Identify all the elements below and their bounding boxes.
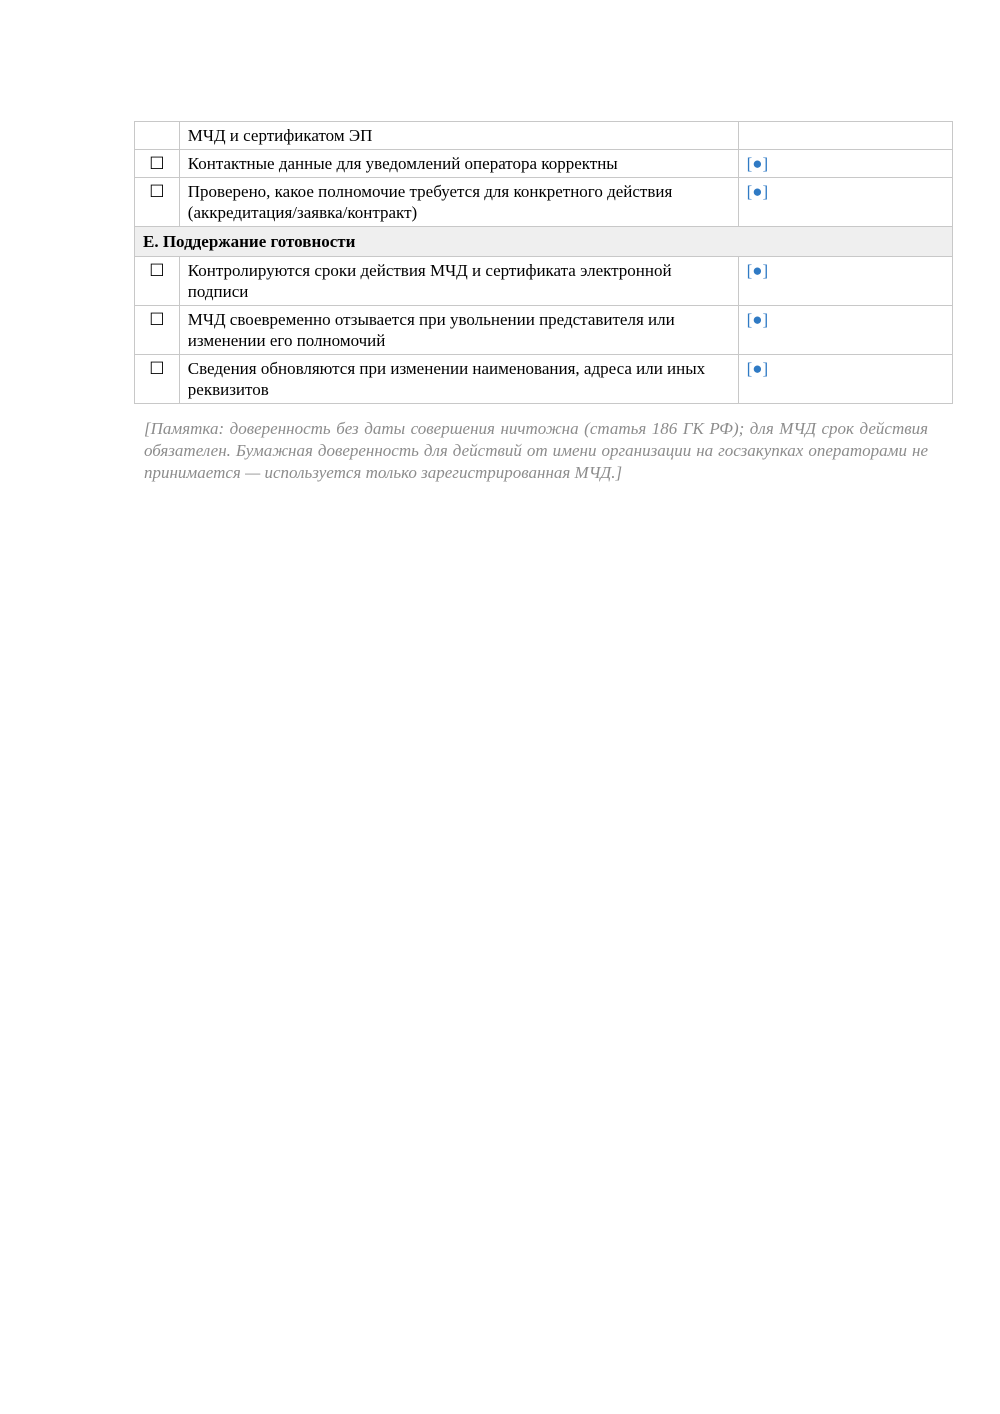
section-title: Е. Поддержание готовности (135, 227, 953, 257)
footnote-memo: [Памятка: доверенность без даты совершения ничтожна (статья 186 ГК РФ); для МЧД срок действия обязателен. Бумажная доверенность для действий от имени организации на госзакупках операторами не принимается — используется только зарегистрированная МЧД.] (144, 419, 928, 482)
checklist-table (134, 121, 953, 404)
table-row (135, 306, 953, 355)
checkbox[interactable]: ☐ (135, 178, 180, 227)
checkbox[interactable]: ☐ (135, 355, 180, 404)
checkbox[interactable]: ☐ (135, 150, 180, 178)
table-row (135, 150, 953, 178)
placeholder-note: [●] (738, 150, 952, 178)
placeholder-note: [●] (738, 178, 952, 227)
placeholder-note: [●] (738, 306, 952, 355)
placeholder-note (738, 122, 952, 150)
checkbox[interactable]: ☐ (135, 257, 180, 306)
table-row (135, 122, 953, 150)
item-text: Контактные данные для уведомлений оператора корректны (179, 150, 738, 178)
table-row (135, 178, 953, 227)
table-row (135, 257, 953, 306)
item-text: Сведения обновляются при изменении наименования, адреса или иных реквизитов (179, 355, 738, 404)
checkbox (135, 122, 180, 150)
checkbox[interactable]: ☐ (135, 306, 180, 355)
item-text: Контролируются сроки действия МЧД и сертификата электронной подписи (179, 257, 738, 306)
section-header-row (135, 227, 953, 257)
table-row (135, 355, 953, 404)
item-text: Проверено, какое полномочие требуется для конкретного действия (аккредитация/заявка/контракт) (179, 178, 738, 227)
item-text: МЧД и сертификатом ЭП (179, 122, 738, 150)
placeholder-note: [●] (738, 257, 952, 306)
item-text: МЧД своевременно отзывается при увольнении представителя или изменении его полномочий (179, 306, 738, 355)
placeholder-note: [●] (738, 355, 952, 404)
